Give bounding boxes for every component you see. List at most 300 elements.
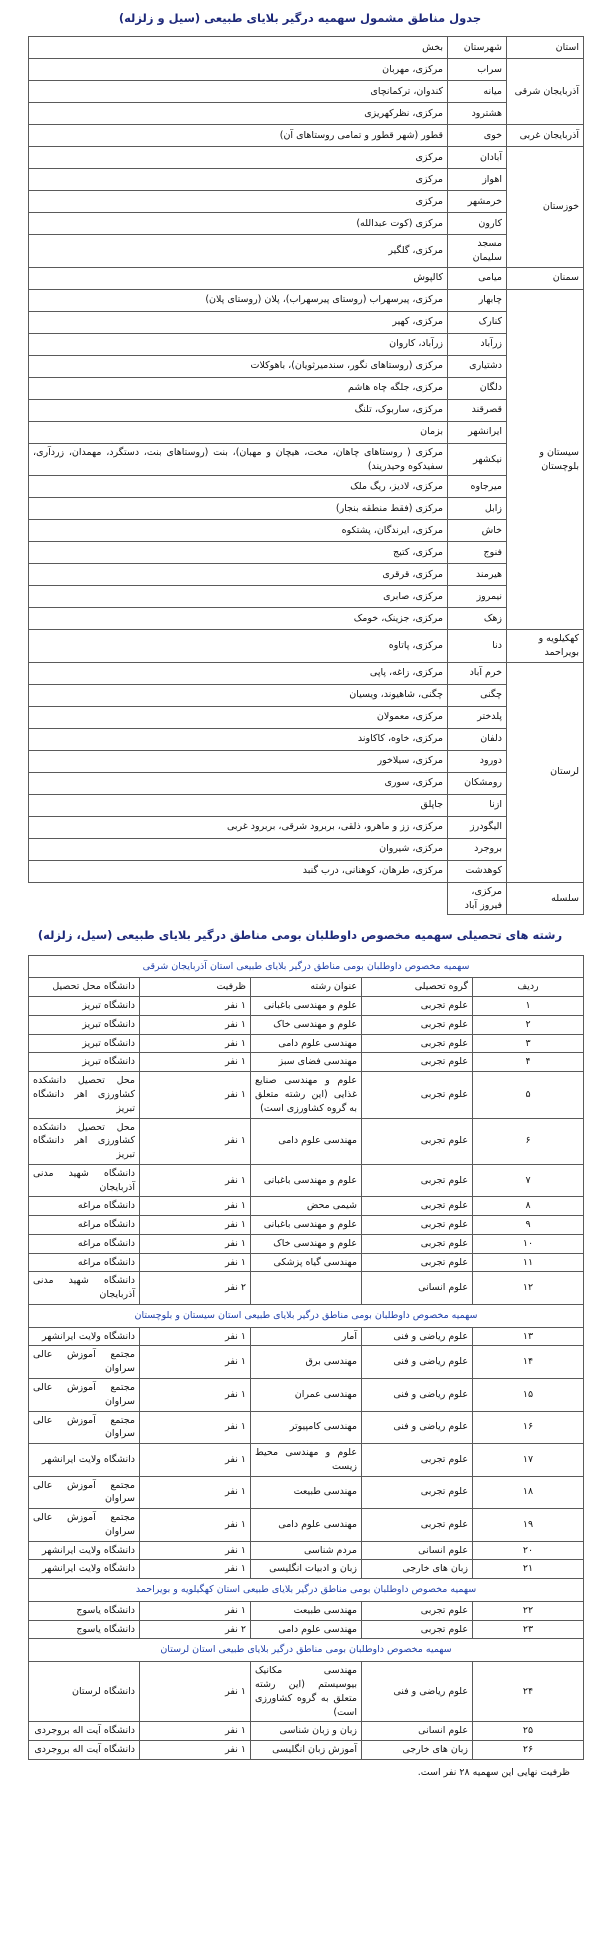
regions-row [29,289,584,311]
cell-capacity: ۲ نفر [140,1620,251,1639]
cell-group: علوم ریاضی و فنی [362,1346,473,1379]
majors-row [29,1015,584,1034]
cell-university: دانشگاه ولایت ایرانشهر [29,1327,140,1346]
regions-row [29,399,584,421]
cell-province: آذربایجان شرقی [507,59,584,125]
cell-capacity: ۱ نفر [140,1053,251,1072]
majors-row [29,1197,584,1216]
cell-district: زرآباد، کاروان [29,333,448,355]
cell-university: دانشگاه لرستان [29,1662,140,1722]
cell-capacity: ۱ نفر [140,1379,251,1412]
majors-row [29,1234,584,1253]
cell-university: دانشگاه شهید مدنی آذربایجان [29,1164,140,1197]
col-header-county: شهرستان [448,37,507,59]
cell-district: مرکزی، سوری [29,772,448,794]
cell-capacity: ۱ نفر [140,1253,251,1272]
cell-field: علوم و مهندسی باغبانی [251,997,362,1016]
cell-university: محل تحصیل دانشکده کشاورزی اهر دانشگاه تبریز [29,1118,140,1164]
majors-row [29,1327,584,1346]
majors-row [29,997,584,1016]
cell-district: مرکزی، شیروان [29,838,448,860]
majors-section-heading-row [29,1304,584,1327]
cell-capacity: ۱ نفر [140,1560,251,1579]
cell-province: خوزستان [507,147,584,268]
cell-group: علوم انسانی [362,1722,473,1741]
cell-capacity: ۱ نفر [140,1541,251,1560]
cell-radif: ۲۱ [473,1560,584,1579]
cell-district: مرکزی، کهیر [29,311,448,333]
cell-group: علوم تجربی [362,1476,473,1509]
majors-row [29,1272,584,1305]
cell-radif: ۷ [473,1164,584,1197]
cell-group: علوم انسانی [362,1272,473,1305]
cell-radif: ۱۹ [473,1509,584,1542]
col-header-field: عنوان رشته [251,978,362,997]
cell-county: قصرقند [448,399,507,421]
cell-county: هشترود [448,103,507,125]
cell-field: علوم و مهندسی محیط زیست [251,1444,362,1477]
cell-university: مجتمع آموزش عالی سراوان [29,1509,140,1542]
cell-county: دورود [448,750,507,772]
majors-row [29,1253,584,1272]
cell-district: مرکزی ( روستاهای چاهان، مخت، هیچان و مهبان)، بنت (روستاهای بنت، دستگرد، مهمدان، زردآری، سفیدکوه وحیدریند) [29,443,448,476]
cell-capacity: ۱ نفر [140,1476,251,1509]
cell-capacity: ۱ نفر [140,1662,251,1722]
cell-group: علوم ریاضی و فنی [362,1662,473,1722]
cell-university: دانشگاه مراغه [29,1216,140,1235]
cell-district: جاپلق [29,794,448,816]
cell-radif: ۱۰ [473,1234,584,1253]
cell-university: دانشگاه مراغه [29,1253,140,1272]
cell-field: زبان و زبان شناسی [251,1722,362,1741]
cell-province: آذربایجان غربی [507,125,584,147]
cell-radif: ۲۰ [473,1541,584,1560]
cell-field: علوم و مهندسی صنایع غذایی (این رشته متعلق به گروه کشاورزی است) [251,1072,362,1118]
cell-county: خرمشهر [448,191,507,213]
cell-group: علوم انسانی [362,1541,473,1560]
cell-district: مرکزی، جزینک، خومک [29,608,448,630]
cell-university: مجتمع آموزش عالی سراوان [29,1476,140,1509]
cell-field: آموزش زبان انگلیسی [251,1741,362,1760]
cell-field [251,1272,362,1305]
cell-county: اهواز [448,169,507,191]
cell-radif: ۱۱ [473,1253,584,1272]
cell-university: دانشگاه مراغه [29,1234,140,1253]
cell-district: مرکزی، پاتاوه [29,630,448,663]
majors-section-heading-row [29,955,584,978]
cell-group: علوم ریاضی و فنی [362,1411,473,1444]
regions-row [29,311,584,333]
cell-capacity: ۱ نفر [140,1197,251,1216]
col-header-group: گروه تحصیلی [362,978,473,997]
cell-university: مجتمع آموزش عالی سراوان [29,1411,140,1444]
cell-group: علوم تجربی [362,1197,473,1216]
cell-district: مرکزی، خاوه، کاکاوند [29,728,448,750]
regions-row [29,608,584,630]
cell-county: الیگودرز [448,816,507,838]
regions-row [29,421,584,443]
cell-district: مرکزی، پیرسهراب (روستای پیرسهراب)، پلان (روستای پلان) [29,289,448,311]
footnote-wrap [0,1760,600,1788]
cell-county: نیکشهر [448,443,507,476]
majors-row [29,1411,584,1444]
regions-row [29,377,584,399]
cell-radif: ۱۲ [473,1272,584,1305]
regions-row [29,860,584,882]
cell-district: چگنی، شاهیوند، ویسیان [29,684,448,706]
cell-district: مرکزی، جلگه چاه هاشم [29,377,448,399]
majors-section-heading: سهمیه مخصوص داوطلبان بومی مناطق درگیر بلایای طبیعی استان لرستان [29,1639,584,1662]
regions-row [29,816,584,838]
regions-row [29,355,584,377]
cell-radif: ۲۶ [473,1741,584,1760]
regions-row [29,213,584,235]
cell-radif: ۱۷ [473,1444,584,1477]
cell-field: مهندسی علوم دامی [251,1509,362,1542]
cell-university: دانشگاه یاسوج [29,1620,140,1639]
cell-county: دنا [448,630,507,663]
cell-university: دانشگاه یاسوج [29,1601,140,1620]
cell-district: مرکزی [29,147,448,169]
cell-radif: ۲۴ [473,1662,584,1722]
cell-county: سراب [448,59,507,81]
cell-district: مرکزی (کوت عبدالله) [29,213,448,235]
regions-row [29,476,584,498]
cell-province: لرستان [507,662,584,882]
cell-university: مجتمع آموزش عالی سراوان [29,1379,140,1412]
cell-group: علوم تجربی [362,1216,473,1235]
majors-row [29,1560,584,1579]
cell-capacity: ۲ نفر [140,1272,251,1305]
col-header-university: دانشگاه محل تحصیل [29,978,140,997]
cell-county: ازنا [448,794,507,816]
majors-row [29,1722,584,1741]
regions-row [29,882,584,915]
cell-capacity: ۱ نفر [140,997,251,1016]
cell-province: سیستان و بلوچستان [507,289,584,630]
cell-radif: ۱۸ [473,1476,584,1509]
cell-county: آبادان [448,147,507,169]
cell-field: مهندسی علوم دامی [251,1034,362,1053]
majors-section-heading-row [29,1639,584,1662]
regions-row [29,333,584,355]
cell-group: علوم تجربی [362,1234,473,1253]
cell-county: ایرانشهر [448,421,507,443]
cell-district: مرکزی (روستاهای نگور، سندمیرثویان)، باهوکلات [29,355,448,377]
regions-row [29,59,584,81]
cell-university: دانشگاه ولایت ایرانشهر [29,1444,140,1477]
cell-county: بروجرد [448,838,507,860]
cell-radif: ۱۶ [473,1411,584,1444]
cell-county: خاش [448,520,507,542]
majors-row [29,1034,584,1053]
cell-group: زبان های خارجی [362,1560,473,1579]
majors-section-heading-row [29,1579,584,1602]
cell-radif: ۱ [473,997,584,1016]
cell-county: چگنی [448,684,507,706]
cell-radif: ۲۵ [473,1722,584,1741]
cell-capacity: ۱ نفر [140,1118,251,1164]
regions-row [29,169,584,191]
cell-field: علوم و مهندسی خاک [251,1015,362,1034]
regions-table-body [29,37,584,915]
cell-district: مرکزی، طرهان، کوهنانی، درب گنبد [29,860,448,882]
regions-row [29,838,584,860]
cell-group: علوم تجربی [362,1164,473,1197]
cell-group: زبان های خارجی [362,1741,473,1760]
regions-row [29,706,584,728]
table2-title: رشته های تحصیلی سهمیه مخصوص داوطلبان بومی مناطق درگیر بلایای طبیعی (سیل، زلزله) [37,928,563,943]
regions-header-row [29,37,584,59]
cell-county: کنارک [448,311,507,333]
col-header-capacity: ظرفیت [140,978,251,997]
cell-district: مرکزی، نظرکهریزی [29,103,448,125]
cell-group: علوم تجربی [362,1620,473,1639]
cell-district: مرکزی، مهربان [29,59,448,81]
cell-radif: ۵ [473,1072,584,1118]
cell-county: رومشکان [448,772,507,794]
cell-group: علوم تجربی [362,1053,473,1072]
majors-row [29,1118,584,1164]
cell-county: کارون [448,213,507,235]
cell-field: علوم و مهندسی خاک [251,1234,362,1253]
cell-group: علوم تجربی [362,1601,473,1620]
regions-row [29,520,584,542]
cell-university: مجتمع آموزش عالی سراوان [29,1346,140,1379]
cell-district: مرکزی (فقط منطقه بنجار) [29,498,448,520]
majors-row [29,1164,584,1197]
cell-university: دانشگاه تبریز [29,1015,140,1034]
cell-district: مرکزی، ایرندگان، پشتکوه [29,520,448,542]
cell-university: دانشگاه مراغه [29,1197,140,1216]
cell-field: علوم و مهندسی باغبانی [251,1164,362,1197]
cell-capacity: ۱ نفر [140,1444,251,1477]
cell-field: زبان و ادبیات انگلیسی [251,1560,362,1579]
cell-province: سمنان [507,267,584,289]
cell-capacity: ۱ نفر [140,1072,251,1118]
col-header-province: استان [507,37,584,59]
cell-group: علوم تجربی [362,1253,473,1272]
cell-capacity: ۱ نفر [140,1034,251,1053]
cell-university: دانشگاه تبریز [29,997,140,1016]
regions-row [29,235,584,268]
regions-row [29,586,584,608]
cell-district: مرکزی، ساربوک، تلنگ [29,399,448,421]
cell-capacity: ۱ نفر [140,1234,251,1253]
regions-row [29,564,584,586]
cell-capacity: ۱ نفر [140,1741,251,1760]
regions-row [29,147,584,169]
regions-table [28,36,584,915]
cell-district: مرکزی، سیلاخور [29,750,448,772]
cell-province: کهکیلویه و بویراحمد [507,630,584,663]
cell-county: مسجد سلیمان [448,235,507,268]
cell-county: دلگان [448,377,507,399]
cell-group: علوم تجربی [362,1072,473,1118]
cell-district: مرکزی، لادیز، ریگ ملک [29,476,448,498]
cell-county: هیرمند [448,564,507,586]
cell-district: کندوان، ترکمانچای [29,81,448,103]
regions-row [29,630,584,663]
cell-county: میامی [448,267,507,289]
cell-county: میانه [448,81,507,103]
cell-group: علوم تجربی [362,1118,473,1164]
cell-university: دانشگاه آیت اله بروجردی [29,1722,140,1741]
majors-table-body [29,955,584,1759]
majors-table [28,955,584,1760]
cell-radif: ۹ [473,1216,584,1235]
cell-field: شیمی محض [251,1197,362,1216]
cell-field: مهندسی کامپیوتر [251,1411,362,1444]
majors-row [29,1509,584,1542]
regions-row [29,728,584,750]
cell-university: دانشگاه ولایت ایرانشهر [29,1560,140,1579]
cell-county: چابهار [448,289,507,311]
table1-title: جدول مناطق مشمول سهمیه درگیر بلایای طبیعی (سیل و زلزله) [118,11,482,25]
cell-county: نیمروز [448,586,507,608]
majors-header-row [29,978,584,997]
majors-section-heading: سهمیه مخصوص داوطلبان بومی مناطق درگیر بلایای طبیعی استان سیستان و بلوچستان [29,1304,584,1327]
cell-group: علوم ریاضی و فنی [362,1327,473,1346]
cell-district: قطور (شهر قطور و تمامی روستاهای آن) [29,125,448,147]
cell-radif: ۴ [473,1053,584,1072]
majors-row [29,1620,584,1639]
regions-row [29,81,584,103]
regions-row [29,542,584,564]
cell-group: علوم تجربی [362,1015,473,1034]
cell-district: مرکزی، کتیج [29,542,448,564]
regions-row [29,662,584,684]
cell-radif: ۱۵ [473,1379,584,1412]
cell-field: مهندسی برق [251,1346,362,1379]
majors-row [29,1541,584,1560]
regions-row [29,267,584,289]
cell-radif: ۱۳ [473,1327,584,1346]
majors-row [29,1216,584,1235]
cell-field: مهندسی علوم دامی [251,1620,362,1639]
cell-field: علوم و مهندسی باغبانی [251,1216,362,1235]
col-header-district: بخش [29,37,448,59]
cell-county: سلسله [507,882,584,915]
majors-row [29,1662,584,1722]
majors-section-heading: سهمیه مخصوص داوطلبان بومی مناطق درگیر بلایای طبیعی استان آذربایجان شرقی [29,955,584,978]
cell-radif: ۳ [473,1034,584,1053]
cell-capacity: ۱ نفر [140,1411,251,1444]
regions-row [29,794,584,816]
cell-university: دانشگاه شهید مدنی آذربایجان [29,1272,140,1305]
majors-section-heading: سهمیه مخصوص داوطلبان بومی مناطق درگیر بلایای طبیعی استان کهگیلویه و بویراحمد [29,1579,584,1602]
cell-university: دانشگاه آیت اله بروجردی [29,1741,140,1760]
majors-row [29,1346,584,1379]
cell-radif: ۲ [473,1015,584,1034]
regions-row [29,103,584,125]
cell-capacity: ۱ نفر [140,1015,251,1034]
cell-university: محل تحصیل دانشکده کشاورزی اهر دانشگاه تبریز [29,1072,140,1118]
cell-county: میرجاوه [448,476,507,498]
cell-district: مرکزی، زز و ماهرو، ذلقی، بربرود شرقی، بربرود غربی [29,816,448,838]
cell-county: زهک [448,608,507,630]
regions-row [29,684,584,706]
cell-district: مرکزی، فیروز آباد [448,882,507,915]
majors-row [29,1444,584,1477]
cell-field: مهندسی طبیعت [251,1601,362,1620]
cell-field: مهندسی علوم دامی [251,1118,362,1164]
cell-county: دلفان [448,728,507,750]
majors-row [29,1053,584,1072]
cell-group: علوم تجربی [362,1509,473,1542]
cell-district: مرکزی [29,169,448,191]
cell-field: مردم شناسی [251,1541,362,1560]
cell-county: پلدختر [448,706,507,728]
cell-capacity: ۱ نفر [140,1327,251,1346]
majors-row [29,1379,584,1412]
cell-field: مهندسی عمران [251,1379,362,1412]
majors-row [29,1601,584,1620]
cell-radif: ۱۴ [473,1346,584,1379]
cell-capacity: ۱ نفر [140,1722,251,1741]
cell-district: مرکزی، زاغه، پاپی [29,662,448,684]
regions-row [29,750,584,772]
cell-field: مهندسی فضای سبز [251,1053,362,1072]
cell-district: مرکزی، گلگیر [29,235,448,268]
cell-university: دانشگاه تبریز [29,1053,140,1072]
regions-row [29,443,584,476]
cell-district: مرکزی [29,191,448,213]
cell-district: مرکزی، صابری [29,586,448,608]
regions-row [29,772,584,794]
cell-district: مرکزی، معمولان [29,706,448,728]
cell-group: علوم ریاضی و فنی [362,1379,473,1412]
cell-university: دانشگاه تبریز [29,1034,140,1053]
cell-county: زرآباد [448,333,507,355]
majors-row [29,1476,584,1509]
cell-district: مرکزی، قرقری [29,564,448,586]
cell-county: کوهدشت [448,860,507,882]
cell-district: بزمان [29,421,448,443]
footnote-text: ظرفیت نهایی این سهمیه ۲۸ نفر است. [417,1766,570,1778]
cell-radif: ۸ [473,1197,584,1216]
cell-capacity: ۱ نفر [140,1509,251,1542]
cell-capacity: ۱ نفر [140,1601,251,1620]
cell-county: خرم آباد [448,662,507,684]
regions-row [29,125,584,147]
cell-university: دانشگاه ولایت ایرانشهر [29,1541,140,1560]
cell-radif: ۲۲ [473,1601,584,1620]
majors-row [29,1741,584,1760]
cell-group: علوم تجربی [362,1034,473,1053]
cell-field: مهندسی طبیعت [251,1476,362,1509]
cell-county: خوی [448,125,507,147]
cell-capacity: ۱ نفر [140,1164,251,1197]
cell-field: آمار [251,1327,362,1346]
cell-county: زابل [448,498,507,520]
col-header-radif: ردیف [473,978,584,997]
cell-field: مهندسی گیاه پزشکی [251,1253,362,1272]
cell-field: مهندسی مکانیک بیوسیستم (این رشته متعلق به گروه کشاورزی است) [251,1662,362,1722]
cell-group: علوم تجربی [362,1444,473,1477]
cell-district: کالپوش [29,267,448,289]
cell-county: دشتیاری [448,355,507,377]
cell-group: علوم تجربی [362,997,473,1016]
cell-county: فنوج [448,542,507,564]
cell-capacity: ۱ نفر [140,1216,251,1235]
regions-row [29,191,584,213]
cell-radif: ۲۳ [473,1620,584,1639]
regions-row [29,498,584,520]
cell-capacity: ۱ نفر [140,1346,251,1379]
majors-row [29,1072,584,1118]
cell-radif: ۶ [473,1118,584,1164]
